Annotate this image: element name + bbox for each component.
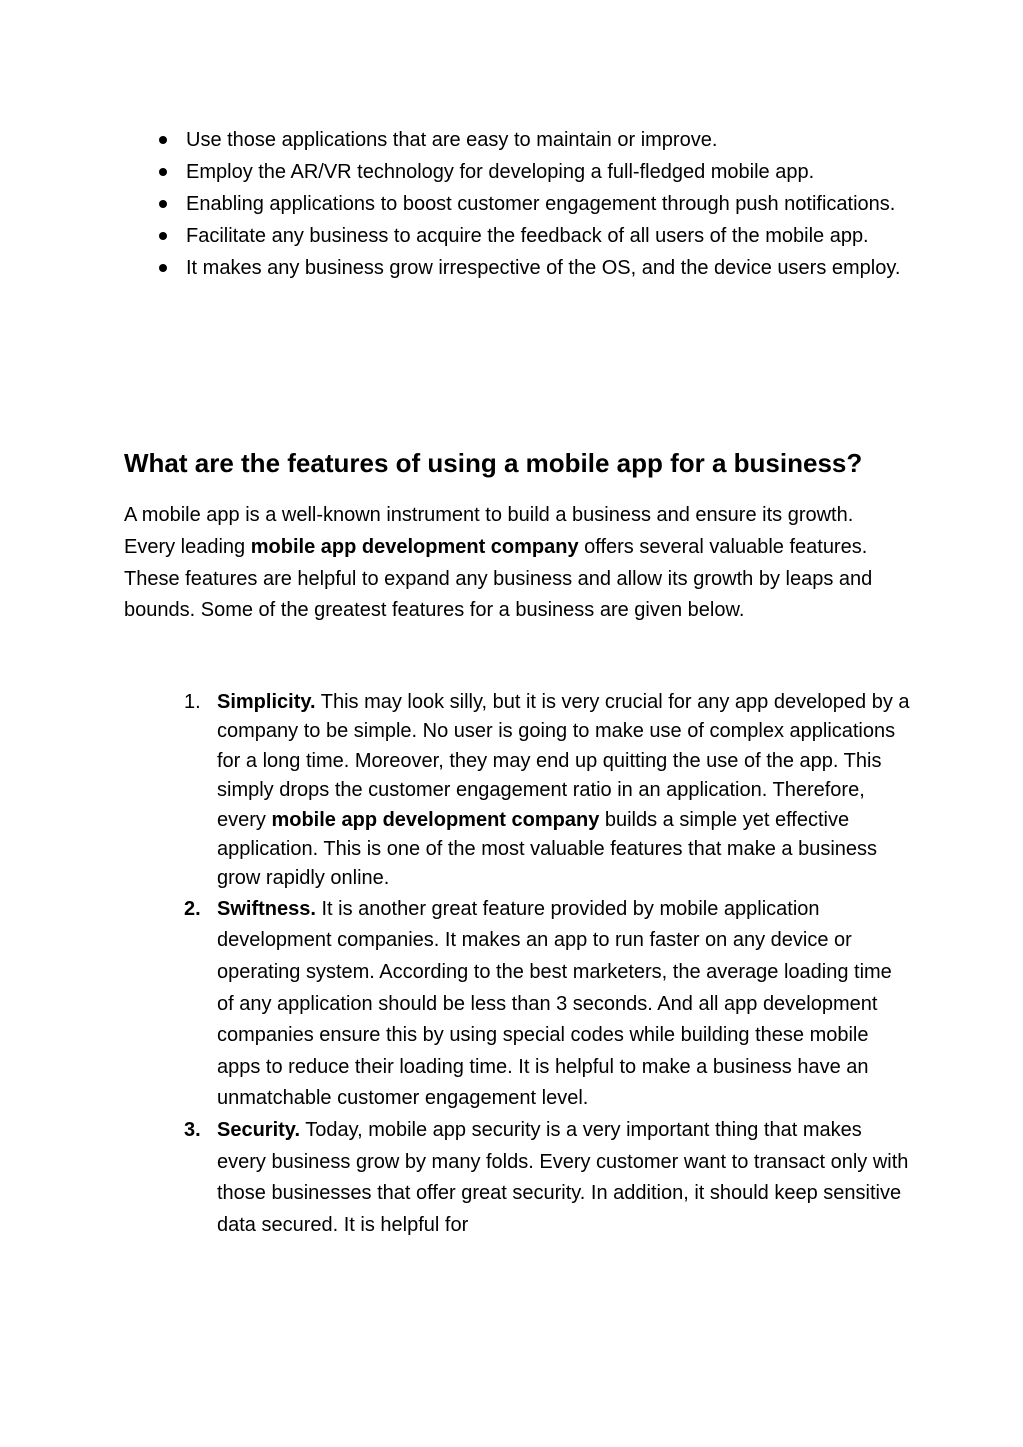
feature-item-simplicity	[124, 688, 914, 894]
feature-item-security	[124, 1115, 914, 1241]
feature-text: Today, mobile app security is a very important thing that makes every business grow by many folds. Every customer want to transact only with those businesses that offer great security. In addition, it should keep sensitive data secured. It is helpful for	[217, 1119, 909, 1236]
bullet-dot-icon	[159, 136, 167, 144]
list-number: 3.	[184, 1119, 201, 1141]
intro-paragraph	[124, 500, 904, 627]
bullet-item	[124, 124, 914, 156]
feature-title: Simplicity.	[217, 691, 316, 713]
feature-text-continued: builds a simple yet effective application. This is one of the most valuable features that make a business grow rapidly online.	[217, 808, 878, 890]
bullet-item	[124, 188, 914, 220]
bullet-dot-icon	[159, 264, 167, 272]
bullet-dot-icon	[159, 232, 167, 240]
bullet-text: Use those applications that are easy to maintain or improve.	[186, 129, 718, 151]
features-numbered-list	[124, 688, 914, 1241]
bullet-dot-icon	[159, 200, 167, 208]
feature-title: Swiftness.	[217, 897, 316, 920]
bullet-text: It makes any business grow irrespective of the OS, and the device users employ.	[186, 257, 901, 279]
bullet-text: Facilitate any business to acquire the feedback of all users of the mobile app.	[186, 225, 869, 247]
feature-text: This may look silly, but it is very crucial for any app developed by a company to be simple. No user is going to make use of complex applications for a long time. Moreover, they may end up quitting the use of the app. This simply drops the customer engagement ratio in an application. Therefore, every	[217, 691, 910, 831]
intro-text-continued: offers several valuable features. These features are helpful to expand any business and allow its growth by leaps and bounds. Some of the greatest features for a business are given below.	[124, 535, 873, 622]
bullet-text: Employ the AR/VR technology for developing a full-fledged mobile app.	[186, 161, 815, 183]
intro-text: A mobile app is a well-known instrument to build a business and ensure its growth. Every leading	[124, 504, 854, 558]
feature-bold-phrase: mobile app development company	[271, 808, 600, 831]
bullet-text: Enabling applications to boost customer engagement through push notifications.	[186, 193, 896, 215]
bullet-item	[124, 156, 914, 188]
feature-title: Security.	[217, 1119, 300, 1141]
list-number: 1.	[184, 691, 201, 713]
list-number: 2.	[184, 897, 201, 920]
intro-bold-phrase: mobile app development company	[250, 535, 579, 558]
bullet-item	[124, 220, 914, 252]
section-heading: What are the features of using a mobile app for a business?	[124, 448, 863, 478]
feature-text: It is another great feature provided by mobile application development companies. It makes an app to run faster on any device or operating system. According to the best marketers, the average loading time of any application should be less than 3 seconds. And all app development companies ensure this by using special codes while building these mobile apps to reduce their loading time. It is helpful to make a business have an unmatchable customer engagement level.	[217, 897, 892, 1110]
bullet-item	[124, 252, 914, 284]
bullet-dot-icon	[159, 168, 167, 176]
benefits-bullet-list	[124, 124, 914, 284]
feature-item-swiftness	[124, 894, 914, 1115]
